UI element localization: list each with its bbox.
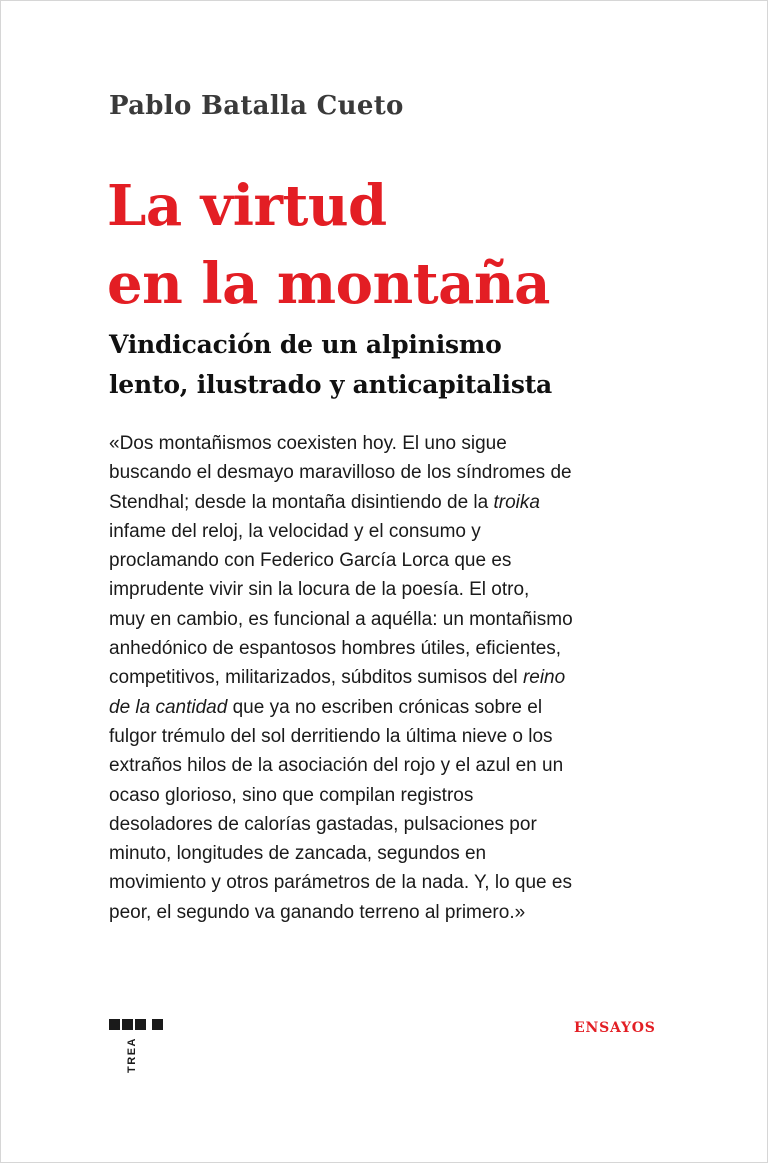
logo-square-icon — [135, 1019, 146, 1030]
blurb-text: que ya no escriben crónicas sobre el — [227, 696, 543, 718]
publisher-name: TREA — [126, 1037, 138, 1073]
blurb-line: fulgor trémulo del sol derritiendo la última nieve o los — [109, 725, 553, 747]
logo-square-icon — [122, 1019, 133, 1030]
blurb-line — [109, 663, 689, 692]
blurb-line: imprudente vivir sin la locura de la poesía. El otro, — [109, 579, 530, 601]
blurb-line: movimiento y otros parámetros de la nada. Y, lo que es — [109, 872, 572, 894]
blurb-text: Stendhal; desde la montaña disintiendo de la — [109, 491, 494, 513]
blurb-line: desoladores de calorías gastadas, pulsaciones por — [109, 813, 537, 835]
blurb-line: infame del reloj, la velocidad y el consumo y — [109, 520, 481, 542]
blurb-italic-reino: reino — [522, 667, 566, 689]
blurb-line: muy en cambio, es funcional a aquélla: un montañismo — [109, 608, 573, 630]
publisher-logo — [109, 1019, 169, 1079]
blurb-italic-troika: troika — [493, 491, 540, 513]
blurb-line: ocaso glorioso, sino que compilan registros — [109, 784, 474, 806]
blurb-italic-cantidad: de la cantidad — [109, 696, 228, 718]
blurb-line: anhedónico de espantosos hombres útiles, eficientes, — [109, 638, 562, 660]
blurb-line — [109, 693, 689, 722]
blurb-line — [109, 488, 689, 517]
book-title-line-1: La virtud — [107, 173, 387, 239]
blurb-quote — [109, 429, 689, 927]
book-subtitle — [109, 325, 552, 405]
blurb-text: competitivos, militarizados, súbditos sumisos del — [109, 667, 523, 689]
author-name: Pablo Batalla Cueto — [109, 91, 404, 121]
blurb-line: peor, el segundo va ganando terreno al primero.» — [109, 901, 526, 923]
collection-label: ENSAYOS — [574, 1020, 656, 1036]
logo-square-icon — [152, 1019, 163, 1030]
blurb-line: «Dos montañismos coexisten hoy. El uno sigue — [109, 433, 507, 454]
blurb-line: minuto, longitudes de zancada, segundos en — [109, 843, 487, 865]
blurb-line: buscando el desmayo maravilloso de los síndromes de — [109, 462, 572, 484]
blurb-line: proclamando con Federico García Lorca que es — [109, 550, 512, 572]
blurb-line: extraños hilos de la asociación del rojo y el azul en un — [109, 755, 564, 777]
logo-square-icon — [109, 1019, 120, 1030]
book-title-line-2: en la montaña — [107, 251, 550, 317]
book-subtitle-line-1: Vindicación de un alpinismo — [109, 330, 502, 359]
book-subtitle-line-2: lento, ilustrado y anticapitalista — [109, 370, 553, 399]
book-title — [107, 167, 550, 323]
